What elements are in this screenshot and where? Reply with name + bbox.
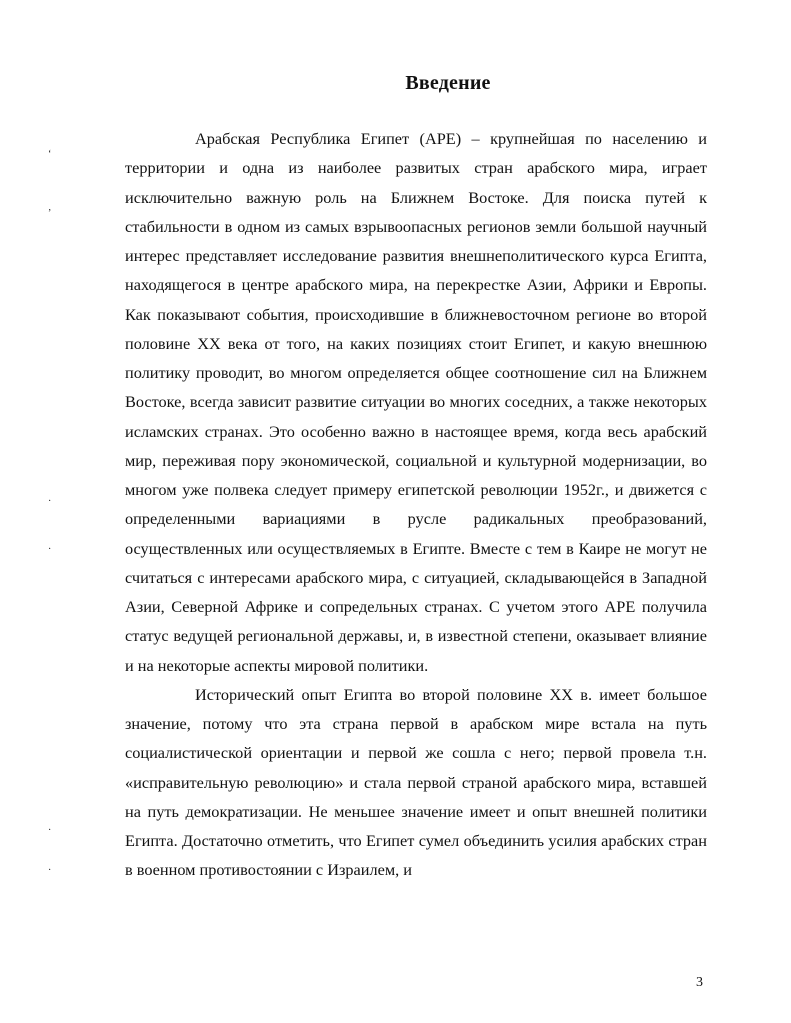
paragraph-1: Арабская Республика Египет (АРЕ) – крупнейшая по населению и территории и одна из наиболее развитых стран арабского мира, играет исключительно важную роль на Ближнем Востоке. Для поиска путей к стабильности в одном из самых взрывоопасных регионов земли большой научный интерес представляет исследование развития внешнеполитического курса Египта, находящегося в центре арабского мира, на перекрестке Азии, Африки и Европы. Как показывают события, происходившие в ближневосточном регионе во второй половине XX века от того, на каких позициях стоит Египет, и какую внешнюю политику проводит, во многом определяется общее соотношение сил на Ближнем Востоке, всегда зависит развитие ситуации во многих соседних, а также некоторых исламских странах. Это особенно важно в настоящее время, когда весь арабский мир, переживая пору экономической, социальной и культурной модернизации, во многом уже полвека следует примеру египетской революции 1952г., и движется с определенными вариациями в русле радикальных преобразований, осуществленных или осуществляемых в Египте. Вместе с тем в Каире не могут не считаться с интересами арабского мира, с ситуацией, складывающейся в Западной Азии, Северной Африке и сопредельных странах. С учетом этого АРЕ получила статус ведущей региональной державы, и, в известной степени, оказывает влияние и на некоторые аспекты мировой политики. [125,129,707,675]
scan-artifact-mark: · [48,865,52,876]
scan-artifact-mark: · [48,496,52,507]
scan-artifact-mark: ‚ [48,202,52,213]
paragraph-2: Исторический опыт Египта во второй половине XX в. имеет большое значение, потому что эта страна первой в арабском мире встала на путь социалистической ориентации и первой же сошла с него; первой провела т.н. «исправительную революцию» и стала первой страной арабского мира, вставшей на путь демократизации. Не меньшее значение имеет и опыт внешней политики Египта. Достаточно отметить, что Египет сумел объединить усилия арабских стран в военном противостоянии с Израилем, и [125,684,707,880]
scan-artifact-mark: · [48,544,52,555]
scan-artifact-mark: ‘ [48,149,52,160]
document-body [125,124,707,885]
page-number: 3 [696,975,703,990]
scan-artifact-mark: · [48,825,52,836]
document-title: Введение [405,72,491,94]
